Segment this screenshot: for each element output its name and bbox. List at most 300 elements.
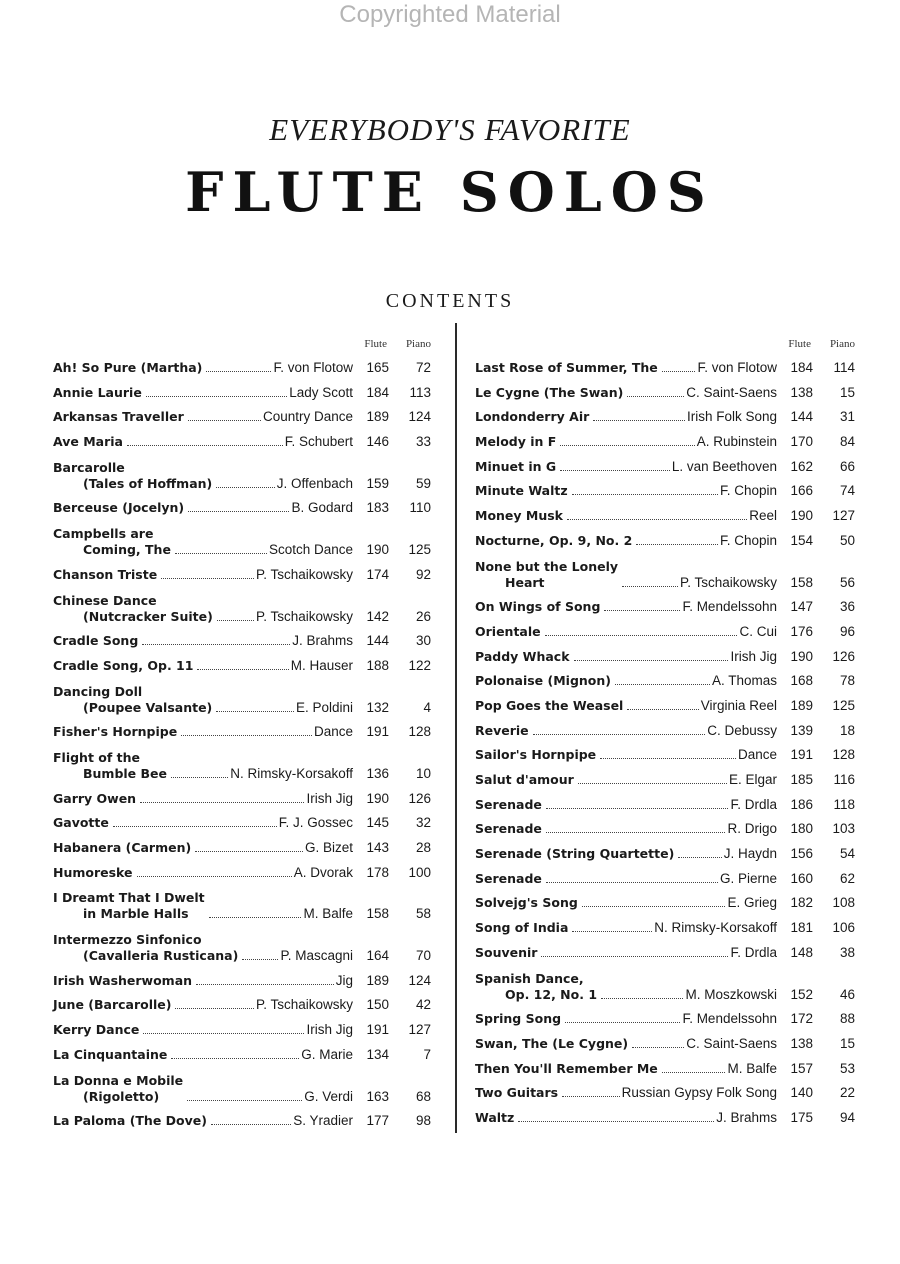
entry-title: [475, 533, 632, 549]
dot-leader: [545, 635, 738, 636]
entry-title-block: [475, 360, 777, 376]
entry-title-block: [475, 508, 777, 524]
dot-leader: [546, 832, 726, 833]
toc-entry: [53, 865, 431, 881]
column-divider: [455, 323, 457, 1133]
entry-title-line1: Fisher's Hornpipe: [53, 724, 178, 740]
entry-title-block: [475, 483, 777, 499]
dot-leader: [560, 445, 694, 446]
entry-title: [53, 385, 142, 401]
entry-composer: F. Mendelssohn: [682, 1011, 777, 1027]
entry-title: [475, 723, 529, 739]
dot-leader: [196, 984, 334, 985]
flute-page-number: 140: [790, 1085, 813, 1101]
dot-leader: [171, 777, 228, 778]
piano-page-number: 94: [839, 1109, 855, 1125]
flute-page-number: 183: [366, 500, 389, 516]
dot-leader: [572, 931, 652, 932]
dot-leader: [632, 1047, 684, 1048]
entry-title: [475, 649, 570, 665]
piano-page-number: 15: [839, 384, 855, 400]
piano-page-number: 74: [839, 483, 855, 499]
piano-page-number: 96: [839, 623, 855, 639]
entry-title-line1: Habanera (Carmen): [53, 840, 192, 855]
toc-entry: [475, 970, 855, 1003]
entry-title: [475, 624, 541, 640]
entry-title-block: [53, 815, 353, 831]
dot-leader: [146, 396, 287, 397]
entry-title: [53, 1113, 207, 1129]
dot-leader: [593, 420, 685, 421]
dot-leader: [187, 1100, 302, 1101]
entry-composer: J. Brahms: [292, 633, 353, 649]
piano-page-number: 22: [839, 1085, 855, 1101]
entry-title-line1: Flight of the: [53, 749, 141, 765]
book-title: FLUTE SOLOS: [185, 160, 715, 224]
dot-leader: [209, 917, 302, 918]
entry-title-block: [475, 797, 777, 813]
piano-page-number: 33: [415, 434, 431, 450]
entry-title-line1: Serenade: [475, 796, 542, 812]
entry-title: [475, 846, 674, 862]
flute-page-number: 152: [790, 986, 813, 1002]
entry-title: [53, 526, 171, 558]
toc-entry: [475, 1110, 855, 1126]
toc-entry: [475, 821, 855, 837]
piano-page-number: 68: [415, 1088, 431, 1104]
dot-leader: [622, 586, 678, 587]
flute-page-number: 178: [366, 864, 389, 880]
entry-title-block: [475, 385, 777, 401]
dot-leader: [615, 684, 710, 685]
entry-title: [53, 460, 212, 492]
toc-entry: [475, 533, 855, 549]
toc-entry: [475, 797, 855, 813]
entry-title-line1: Pop Goes the Weasel: [475, 697, 624, 713]
dot-leader: [541, 956, 728, 957]
entry-composer: E. Grieg: [727, 895, 777, 911]
entry-title-line1: Then You'll Remember Me: [475, 1060, 658, 1076]
toc-entry: [53, 633, 431, 649]
dot-leader: [601, 998, 683, 999]
entry-composer: A. Dvorak: [293, 864, 353, 880]
entry-title-line1: Ave Maria: [53, 434, 123, 450]
piano-page-number: 116: [833, 772, 855, 787]
piano-page-number: 31: [839, 409, 855, 425]
entry-title-line1: Money Musk: [475, 508, 563, 524]
dot-leader: [546, 882, 718, 883]
entry-title-line1: Chinese Dance: [53, 592, 157, 608]
dot-leader: [127, 445, 283, 446]
toc-entry: [53, 1072, 431, 1105]
piano-page-number: 84: [839, 434, 855, 450]
flute-page-number: 190: [366, 542, 389, 558]
entry-title-block: [53, 567, 353, 583]
entry-title: [53, 724, 177, 740]
flute-page-number: 185: [790, 772, 813, 787]
entry-title-block: [475, 1085, 777, 1101]
entry-title: [475, 508, 563, 524]
flute-page-number: 158: [790, 574, 813, 590]
entry-title: [475, 1036, 628, 1052]
piano-page-number: 92: [415, 566, 431, 582]
entry-title-block: [53, 593, 353, 625]
entry-title-block: [53, 1073, 353, 1105]
piano-page-number: 126: [408, 790, 431, 806]
entry-composer: C. Saint-Saens: [686, 384, 777, 400]
piano-page-number: 59: [415, 475, 431, 491]
flute-page-number: 191: [366, 1022, 389, 1038]
entry-title-block: [475, 821, 777, 837]
entry-title-line1: Serenade: [475, 821, 542, 837]
flute-page-number: 177: [366, 1113, 389, 1129]
dot-leader: [578, 783, 727, 784]
toc-entry: [53, 459, 431, 492]
entry-composer: F. Drdla: [730, 796, 777, 812]
entry-title-line1: Serenade: [475, 870, 542, 886]
entry-title-block: [53, 526, 353, 558]
dot-leader: [161, 578, 254, 579]
entry-title-line1: Last Rose of Summer, The: [475, 360, 658, 375]
dot-leader: [137, 876, 292, 877]
piano-page-number: 118: [833, 796, 855, 812]
book-subtitle: EVERYBODY'S FAVORITE: [269, 112, 631, 147]
entry-title: [475, 821, 542, 837]
entry-title-line1: Souvenir: [475, 944, 538, 960]
toc-entry: [53, 749, 431, 782]
flute-page-number: 145: [366, 815, 389, 831]
dot-leader: [565, 1022, 680, 1023]
piano-page-number: 62: [839, 870, 855, 886]
entry-title-line1: June (Barcarolle): [53, 997, 172, 1013]
dot-leader: [175, 553, 267, 554]
entry-composer: P. Tschaikowsky: [679, 574, 777, 590]
toc-entry: [475, 1036, 855, 1052]
entry-composer: M. Balfe: [303, 906, 353, 922]
entry-composer: M. Moszkowski: [685, 986, 777, 1002]
dot-leader: [627, 709, 698, 710]
piano-page-number: 106: [832, 920, 855, 936]
entry-title-block: [53, 500, 353, 516]
entry-title-line1: Salut d'amour: [475, 772, 574, 787]
toc-entry: [53, 434, 431, 450]
dot-leader: [142, 644, 290, 645]
toc-entry: [53, 815, 431, 831]
entry-title-block: [53, 1022, 353, 1038]
entry-title: [475, 459, 556, 475]
toc-entry: [53, 791, 431, 807]
toc-entry: [475, 871, 855, 887]
entry-title-block: [475, 459, 777, 475]
entry-composer: F. Schubert: [284, 434, 353, 450]
flute-page-number: 147: [790, 599, 813, 615]
dot-leader: [197, 669, 288, 670]
toc-entry: [53, 889, 431, 922]
entry-title: [53, 593, 213, 625]
entry-composer: C. Saint-Saens: [686, 1035, 777, 1051]
flute-page-number: 181: [790, 920, 813, 936]
entry-title-block: [475, 409, 777, 425]
dot-leader: [140, 802, 304, 803]
entry-title-line1: Annie Laurie: [53, 384, 142, 400]
contents-column-left: [53, 338, 431, 1138]
entry-title: [475, 1110, 514, 1126]
entry-title: [53, 932, 238, 964]
toc-entry: [475, 1061, 855, 1077]
entry-composer: Dance: [737, 747, 777, 763]
entry-composer: A. Rubinstein: [696, 434, 777, 450]
entry-title-line1: I Dreamt That I Dwelt: [53, 890, 205, 906]
piano-page-number: 70: [415, 948, 431, 964]
entry-composer: P. Tschaikowsky: [255, 566, 353, 582]
flute-page-number: 175: [790, 1109, 813, 1125]
entry-composer: Virginia Reel: [700, 697, 777, 713]
entry-title: [475, 599, 600, 615]
piano-page-number: 110: [409, 500, 431, 516]
dot-leader: [175, 1008, 253, 1009]
flute-page-number: 189: [790, 697, 813, 713]
entry-list: [475, 360, 855, 1126]
toc-entry: [475, 1085, 855, 1101]
piano-page-number: 114: [833, 360, 855, 375]
flute-page-number: 188: [366, 657, 389, 673]
entry-title-line1: Chanson Triste: [53, 566, 158, 582]
dot-leader: [546, 808, 729, 809]
piano-page-number: 56: [839, 574, 855, 590]
flute-page-number: 138: [790, 384, 813, 400]
entry-title-block: [475, 649, 777, 665]
entry-composer: G. Marie: [301, 1046, 353, 1062]
dot-leader: [533, 734, 706, 735]
entry-title-block: [53, 1113, 353, 1129]
piano-page-number: 124: [408, 409, 431, 425]
entry-title-line2: (Tales of Hoffman): [83, 475, 213, 491]
entry-title: [53, 500, 184, 516]
flute-page-number: 190: [790, 648, 813, 664]
entry-title-block: [53, 890, 353, 922]
entry-title-line1: Intermezzo Sinfonico: [53, 932, 202, 948]
entry-title-block: [53, 840, 353, 856]
entry-title-line1: Gavotte: [53, 815, 109, 831]
entry-composer: F. Drdla: [730, 944, 777, 960]
entry-title: [53, 658, 193, 674]
entry-title: [53, 865, 133, 881]
flute-page-number: 165: [366, 360, 389, 375]
flute-page-number: 189: [366, 409, 389, 425]
entry-title-block: [53, 791, 353, 807]
entry-composer: F. J. Gossec: [278, 815, 353, 831]
entry-composer: M. Hauser: [290, 657, 353, 673]
entry-title-line1: Irish Washerwoman: [53, 972, 193, 988]
entry-title-block: [475, 533, 777, 549]
entry-title-block: [53, 1047, 353, 1063]
entry-title-line1: Serenade (String Quartette): [475, 846, 675, 862]
piano-page-number: 125: [832, 697, 855, 713]
entry-title: [53, 791, 136, 807]
flute-page-number: 139: [790, 722, 813, 738]
flute-page-number: 158: [366, 906, 389, 922]
flute-page-number: 190: [366, 790, 389, 806]
entry-title-line1: Song of India: [475, 920, 569, 936]
flute-page-number: 190: [790, 508, 813, 524]
piano-page-number: 103: [832, 821, 855, 837]
toc-entry: [53, 409, 431, 425]
entry-title: [53, 567, 157, 583]
piano-header: Piano: [405, 338, 431, 350]
entry-composer: L. van Beethoven: [671, 458, 777, 474]
entry-title-line1: Nocturne, Op. 9, No. 2: [475, 532, 633, 548]
piano-page-number: 100: [408, 864, 431, 880]
entry-composer: Lady Scott: [289, 384, 353, 400]
entry-title: [475, 434, 556, 450]
entry-composer: G. Verdi: [304, 1088, 353, 1104]
entry-title: [53, 750, 167, 782]
watermark: Copyrighted Material: [339, 1, 561, 28]
flute-page-number: 154: [790, 532, 813, 548]
entry-title-block: [53, 385, 353, 401]
toc-entry: [53, 567, 431, 583]
dot-leader: [572, 494, 718, 495]
flute-page-number: 184: [790, 360, 813, 375]
entry-composer: F. von Flotow: [697, 360, 777, 375]
dot-leader: [627, 396, 684, 397]
entry-title-block: [475, 971, 777, 1003]
entry-title-line2: Coming, The: [83, 542, 171, 558]
piano-page-number: 124: [408, 972, 431, 988]
entry-composer: Russian Gypsy Folk Song: [621, 1085, 777, 1101]
entry-composer: J. Brahms: [716, 1109, 777, 1125]
entry-composer: E. Poldini: [295, 699, 353, 715]
toc-entry: [475, 624, 855, 640]
entry-composer: P. Tschaikowsky: [255, 997, 353, 1013]
entry-title: [475, 747, 596, 763]
toc-entry: [53, 500, 431, 516]
entry-title-block: [53, 684, 353, 716]
flute-page-number: 176: [790, 623, 813, 639]
flute-page-number: 180: [790, 821, 813, 837]
toc-entry: [475, 723, 855, 739]
toc-entry: [53, 1113, 431, 1129]
dot-leader: [211, 1124, 291, 1125]
flute-page-number: 159: [366, 475, 389, 491]
flute-page-number: 138: [790, 1035, 813, 1051]
flute-page-number: 162: [790, 458, 813, 474]
entry-composer: R. Drigo: [727, 821, 777, 837]
entry-title: [53, 409, 184, 425]
entry-title-line1: Orientale: [475, 623, 541, 639]
entry-title-line2: in Marble Halls: [83, 906, 189, 922]
entry-title: [475, 409, 589, 425]
entry-title: [53, 973, 192, 989]
toc-entry: [475, 409, 855, 425]
entry-title-line1: Minuet in G: [475, 458, 557, 474]
piano-page-number: 15: [839, 1035, 855, 1051]
entry-title-line1: Barcarolle: [53, 459, 125, 475]
entry-title-line2: (Rigoletto): [83, 1088, 160, 1104]
flute-page-number: 160: [790, 870, 813, 886]
toc-entry: [475, 772, 855, 788]
entry-composer: Irish Jig: [730, 648, 777, 664]
entry-composer: S. Yradier: [293, 1113, 353, 1129]
entry-title-line1: Humoreske: [53, 864, 133, 880]
entry-title-line1: Ah! So Pure (Martha): [53, 360, 203, 375]
toc-entry: [53, 360, 431, 376]
entry-title-line1: Dancing Doll: [53, 683, 143, 699]
flute-page-number: 143: [366, 840, 389, 855]
flute-page-number: 191: [366, 724, 389, 740]
toc-entry: [53, 683, 431, 716]
entry-title: [53, 684, 212, 716]
column-headers: [53, 338, 431, 360]
entry-title-block: [53, 973, 353, 989]
entry-title-line1: Cradle Song, Op. 11: [53, 657, 194, 673]
entry-title: [53, 997, 171, 1013]
entry-title: [53, 434, 123, 450]
entry-title-line1: La Donna e Mobile: [53, 1072, 184, 1088]
dot-leader: [188, 420, 261, 421]
piano-page-number: 58: [415, 906, 431, 922]
toc-entry: [475, 558, 855, 591]
entry-composer: Irish Jig: [306, 790, 353, 806]
toc-entry: [475, 846, 855, 862]
entry-title-block: [475, 846, 777, 862]
flute-page-number: 142: [366, 608, 389, 624]
toc-entry: [475, 673, 855, 689]
piano-page-number: 113: [409, 384, 431, 400]
entry-title: [53, 890, 205, 922]
flute-page-number: 144: [790, 409, 813, 425]
entry-title-line2: (Poupee Valsante): [83, 699, 213, 715]
piano-page-number: 126: [832, 648, 855, 664]
flute-page-number: 189: [366, 972, 389, 988]
entry-title-block: [475, 599, 777, 615]
entry-composer: P. Tschaikowsky: [255, 608, 353, 624]
entry-title-block: [53, 434, 353, 450]
flute-page-number: 136: [366, 765, 389, 781]
entry-title: [475, 360, 658, 376]
entry-composer: G. Bizet: [304, 840, 353, 855]
entry-title-block: [53, 724, 353, 740]
dot-leader: [567, 519, 747, 520]
piano-page-number: 42: [415, 997, 431, 1013]
toc-entry: [475, 385, 855, 401]
entry-title-block: [475, 559, 777, 591]
entry-composer: Jig: [335, 972, 353, 988]
entry-title-line1: Berceuse (Jocelyn): [53, 500, 185, 516]
dot-leader: [143, 1033, 304, 1034]
piano-page-number: 18: [839, 722, 855, 738]
entry-title: [475, 871, 542, 887]
entry-title: [53, 840, 191, 856]
contents-column-right: [475, 338, 855, 1135]
piano-page-number: 125: [408, 542, 431, 558]
flute-page-number: 172: [790, 1011, 813, 1027]
dot-leader: [600, 758, 736, 759]
entry-composer: G. Pierne: [719, 870, 777, 886]
entry-title: [475, 920, 568, 936]
flute-page-number: 132: [366, 699, 389, 715]
entry-title-line1: Solvejg's Song: [475, 895, 578, 911]
flute-page-number: 150: [366, 997, 389, 1013]
entry-title-line1: Kerry Dance: [53, 1022, 140, 1038]
entry-title: [475, 797, 542, 813]
toc-entry: [53, 724, 431, 740]
piano-page-number: 46: [839, 986, 855, 1002]
piano-page-number: 30: [415, 633, 431, 649]
dot-leader: [662, 371, 696, 372]
entry-composer: F. Mendelssohn: [682, 599, 777, 615]
entry-title-line1: Melody in F: [475, 434, 557, 450]
